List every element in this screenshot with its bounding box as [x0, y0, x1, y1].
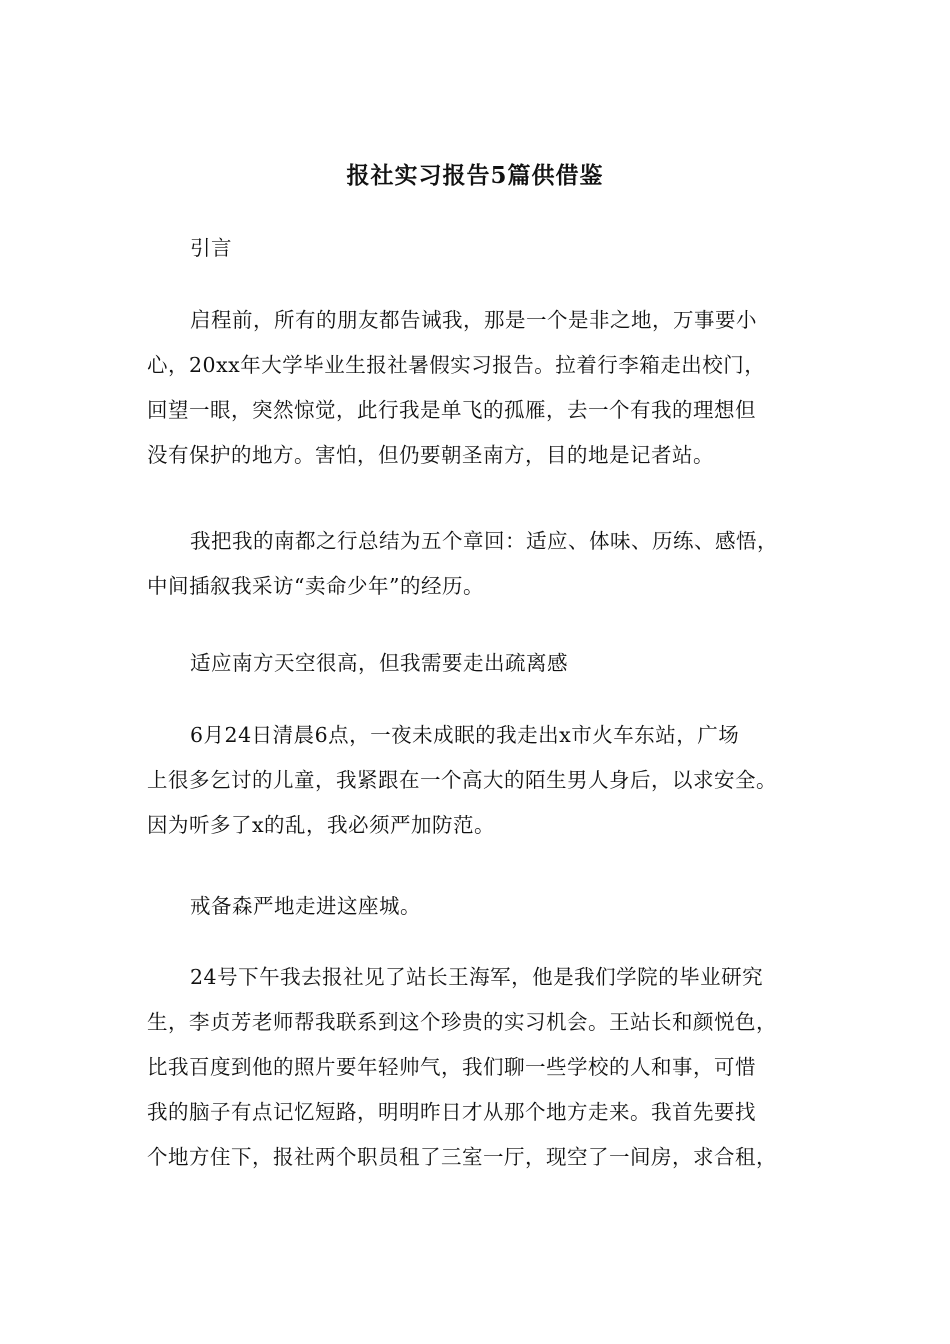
text-line: 回望一眼，突然惊觉，此行我是单飞的孤雁，去一个有我的理想但 — [147, 398, 756, 422]
text-line: 6月24日清晨6点，一夜未成眠的我走出x市火车东站，广场 — [190, 723, 740, 747]
text-line: 生，李贞芳老师帮我联系到这个珍贵的实习机会。王站长和颜悦色， — [147, 1010, 777, 1034]
text-line: 引言 — [190, 236, 232, 260]
paragraph-summary — [147, 519, 817, 609]
paragraph-departure — [147, 298, 817, 478]
text-line: 因为听多了x的乱，我必须严加防范。 — [147, 813, 496, 837]
paragraph-arrival — [147, 713, 817, 848]
text-line: 24号下午我去报社见了站长王海军，他是我们学院的毕业研究 — [190, 965, 764, 989]
paragraph-intro-heading — [147, 226, 817, 271]
paragraph-section-heading — [147, 641, 817, 686]
text-line: 中间插叙我采访“卖命少年”的经历。 — [147, 574, 484, 598]
document-title: 报社实习报告5篇供借鉴 — [346, 162, 604, 189]
paragraph-caution — [147, 884, 817, 929]
paragraph-newspaper-visit — [147, 955, 817, 1180]
text-line: 启程前，所有的朋友都告诫我，那是一个是非之地，万事要小 — [190, 308, 757, 332]
text-line: 我的脑子有点记忆短路，明明昨日才从那个地方走来。我首先要找 — [147, 1100, 756, 1124]
text-line: 我把我的南都之行总结为五个章回：适应、体味、历练、感悟， — [190, 529, 778, 553]
text-line: 戒备森严地走进这座城。 — [190, 894, 421, 918]
text-line: 心，20xx年大学毕业生报社暑假实习报告。拉着行李箱走出校门， — [147, 353, 766, 377]
text-line: 上很多乞讨的儿童，我紧跟在一个高大的陌生男人身后，以求安全。 — [147, 768, 777, 792]
text-line: 没有保护的地方。害怕，但仍要朝圣南方，目的地是记者站。 — [147, 443, 714, 467]
text-line: 适应南方天空很高，但我需要走出疏离感 — [190, 651, 568, 675]
text-line: 个地方住下，报社两个职员租了三室一厅，现空了一间房，求合租， — [147, 1145, 777, 1169]
text-line: 比我百度到他的照片要年轻帅气，我们聊一些学校的人和事，可惜 — [147, 1055, 756, 1079]
